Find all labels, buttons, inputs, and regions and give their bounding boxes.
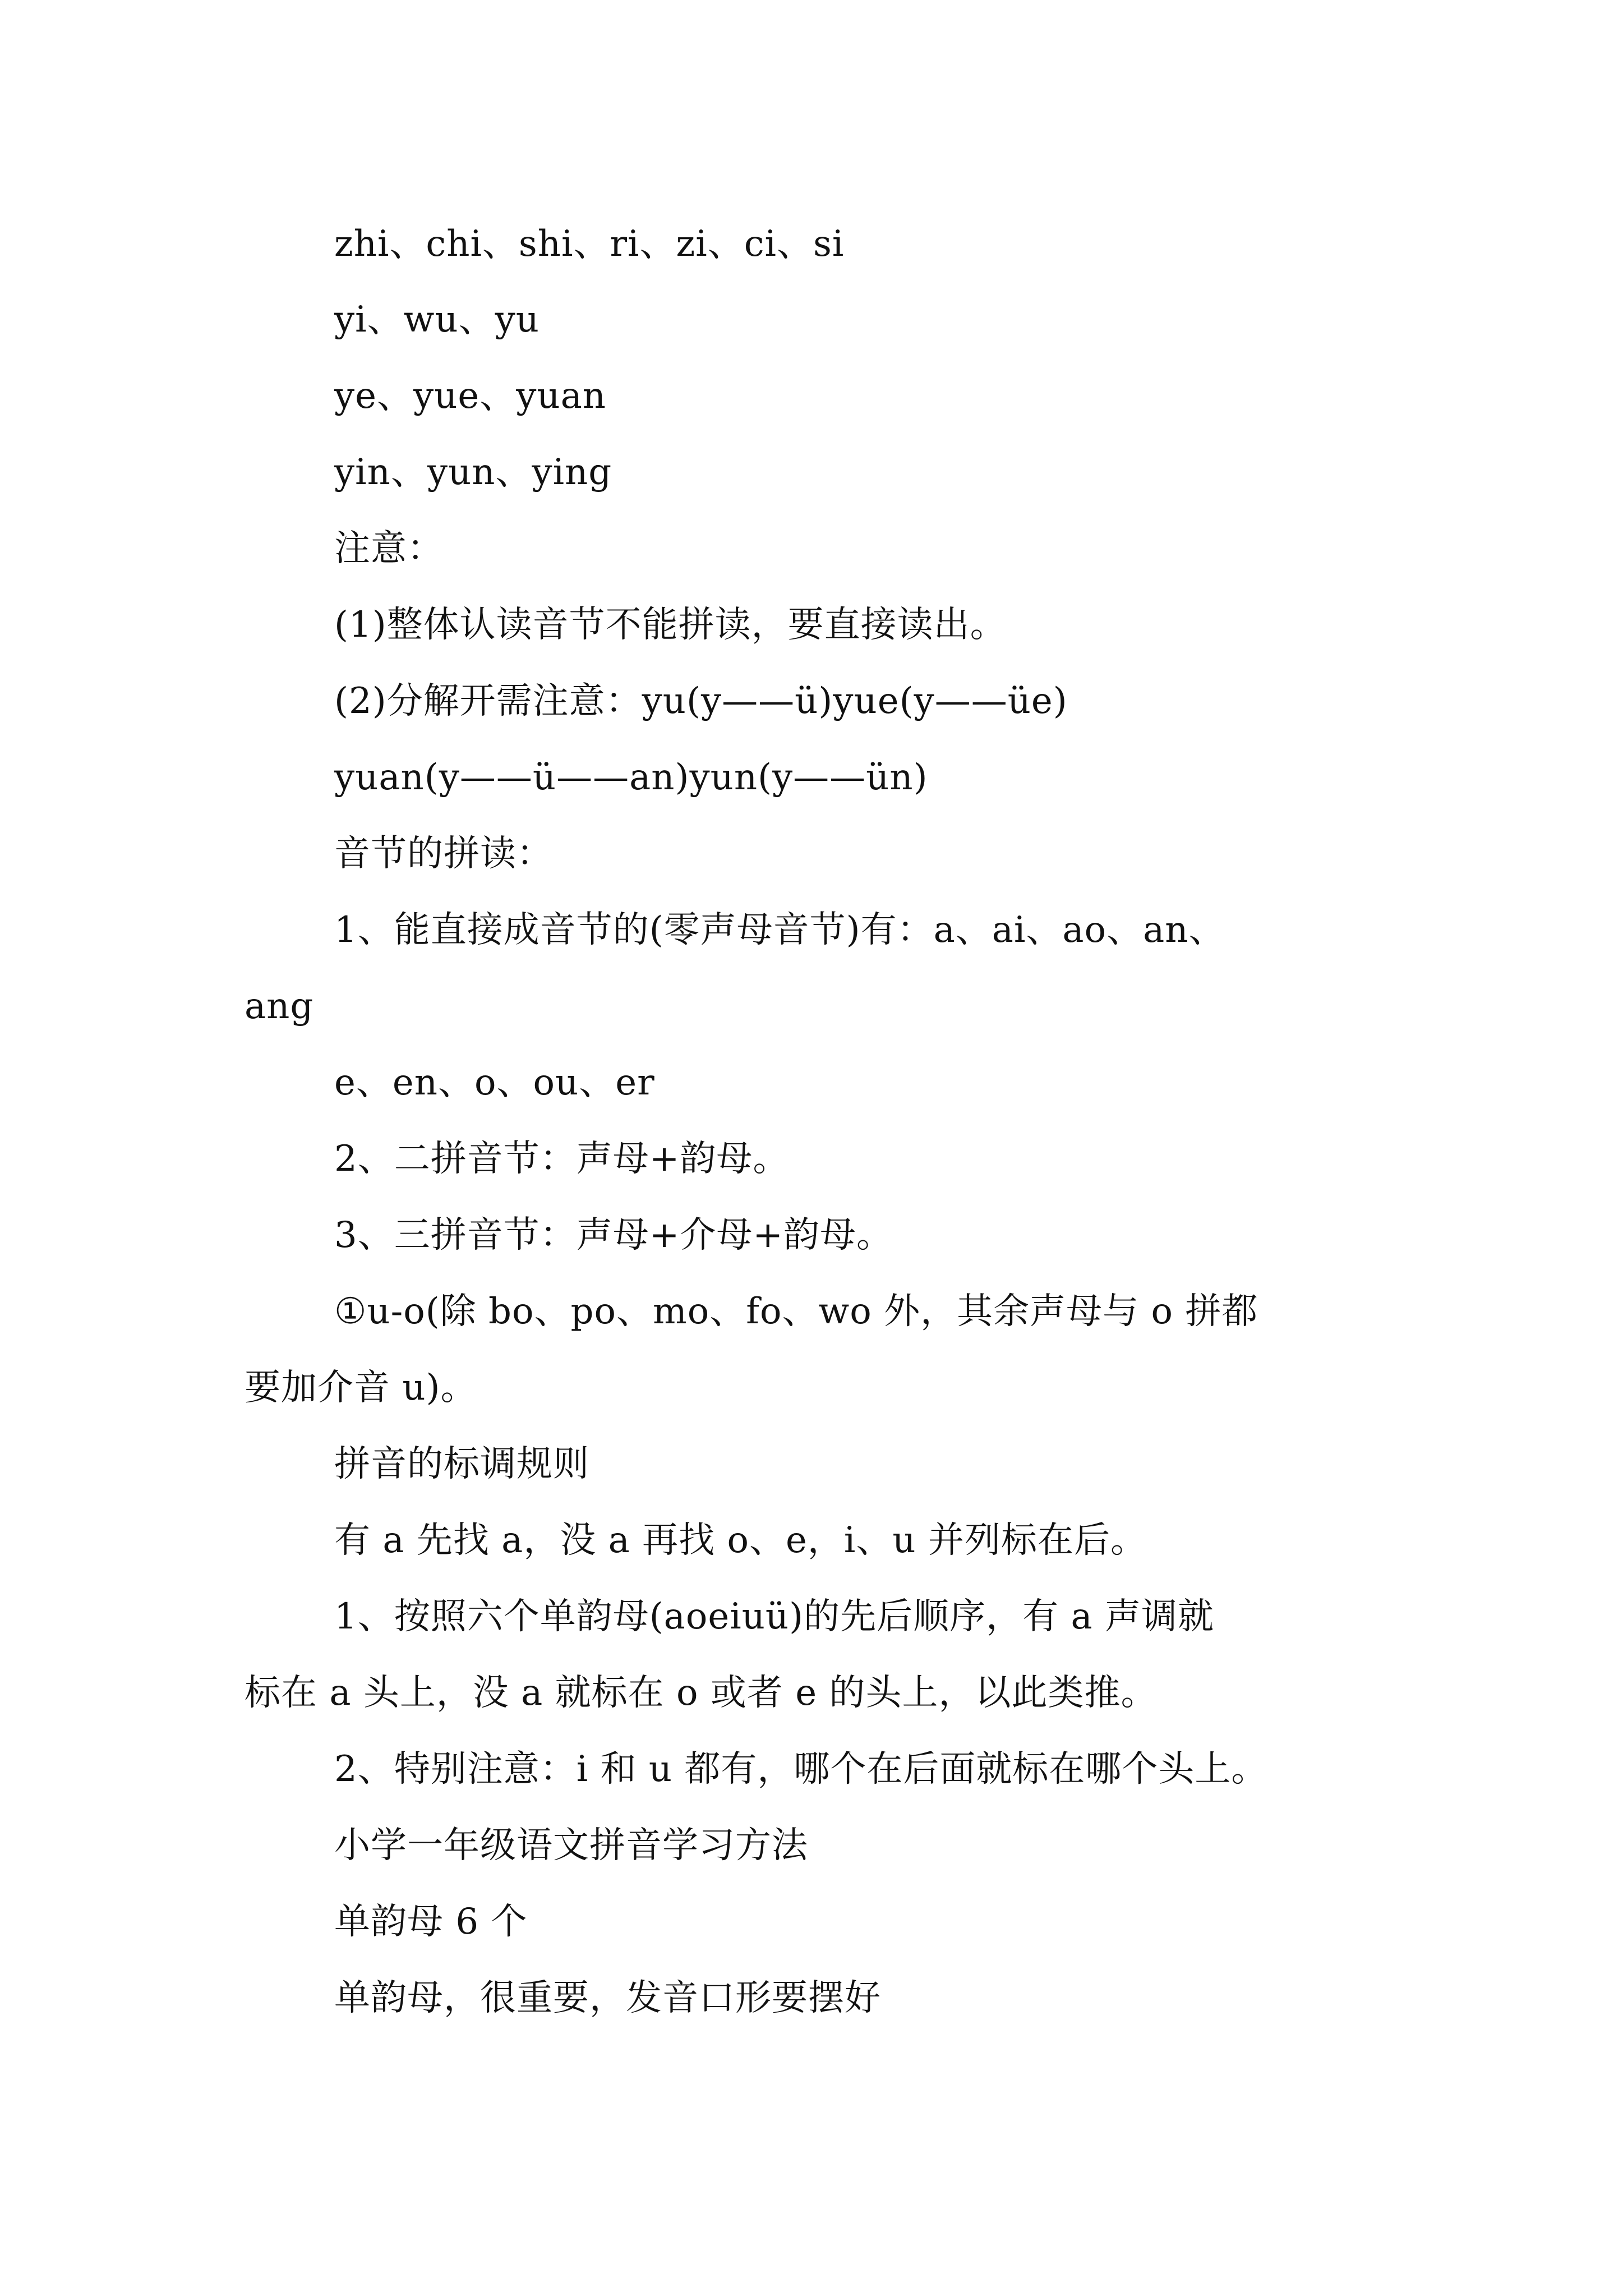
text-line: yi、wu、yu [334,299,540,341]
text-line: 注意： [334,528,444,569]
text-line: e、en、o、ou、er [334,1062,655,1103]
text-line: yuan(y——ü——an)yun(y——ün) [334,757,928,798]
text-line: ye、yue、yuan [334,375,607,417]
text-line: 单韵母 6 个 [334,1901,528,1943]
text-line: 要加介音 u)。 [245,1367,477,1409]
text-line: 3、三拼音节：声母+介母+韵母。 [334,1214,893,1256]
text-line: (2)分解开需注意：yu(y——ü)yue(y——üe) [334,680,1068,722]
text-line: 1、按照六个单韵母(aoeiuü)的先后顺序，有 a 声调就 [334,1596,1214,1637]
text-line: yin、yun、ying [334,452,612,493]
text-line: 标在 a 头上，没 a 就标在 o 或者 e 的头上，以此类推。 [245,1672,1158,1714]
text-line: (1)整体认读音节不能拼读，要直接读出。 [334,604,1007,646]
text-line: 音节的拼读： [334,833,553,875]
section-heading: 拼音的标调规则 [334,1443,589,1485]
text-line: 2、特别注意：i 和 u 都有，哪个在后面就标在哪个头上。 [334,1749,1268,1790]
text-line: ang [245,986,314,1027]
text-line: 1、能直接成音节的(零声母音节)有：a、ai、ao、an、 [334,909,1225,951]
text-line: zhi、chi、shi、ri、zi、ci、si [334,223,845,265]
section-heading: 小学一年级语文拼音学习方法 [334,1825,808,1866]
text-line: 有 a 先找 a，没 a 再找 o、e，i、u 并列标在后。 [334,1520,1147,1561]
text-line: 2、二拼音节：声母+韵母。 [334,1138,790,1180]
text-line: 单韵母，很重要，发音口形要摆好 [334,1977,881,2019]
text-line: ①u-o(除 bo、po、mo、fo、wo 外，其余声母与 o 拼都 [334,1291,1258,1332]
